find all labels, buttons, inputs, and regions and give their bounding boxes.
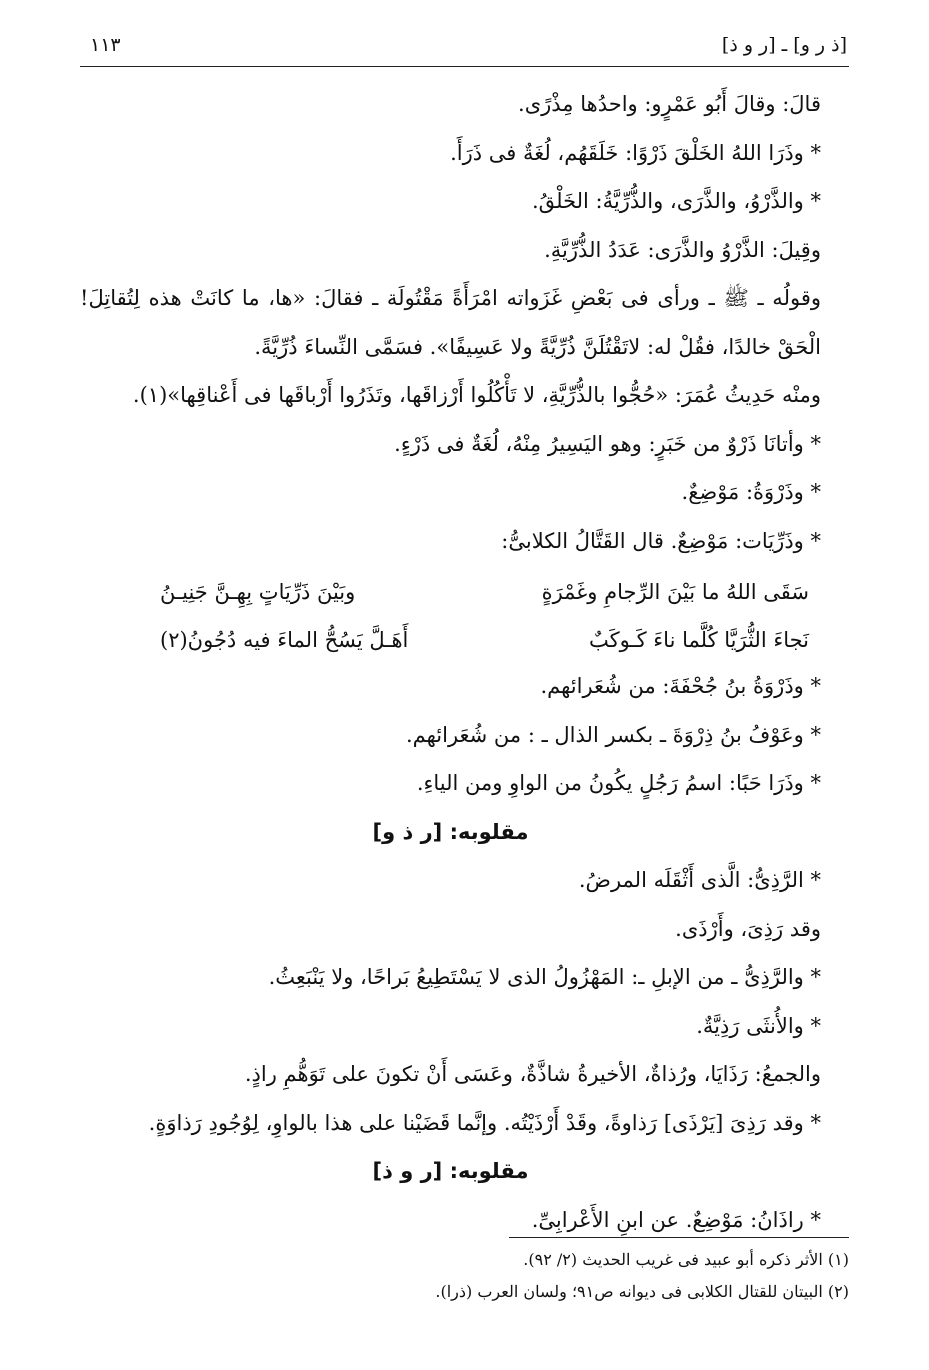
poem-verse <box>160 616 809 664</box>
text-line: وقد رَذِىَ، وأَرْذَى. <box>675 916 821 941</box>
page-header <box>90 28 847 62</box>
text-line: وقِيلَ: الذَّرْوُ والذَّرَى: عَدَدُ الذُّرِّيَّةِ. <box>544 237 821 262</box>
section-heading: مقلوبه: [ر و ذ] <box>372 1159 529 1183</box>
text-line: * وأتانَا ذَرْوٌ من خَبَرٍ: وهو اليَسِيرُ مِنْهُ، لُغَةٌ فى ذَرْءٍ. <box>394 431 821 456</box>
text-line: ومنْه حَدِيثُ عُمَرَ: «حُجُّوا بالذُّرِّيَّةِ، لا تَأْكُلُوا أَرْزاقَها، وتَذَرُوا أَرْباقَها فى أَعْناقِها»(١). <box>132 383 821 407</box>
hemistich-right: نَجاءَ الثُّرَيَّا كُلَّما ناءَ كَـوكَبٌ <box>589 628 809 652</box>
text-line: قالَ: وقالَ أَبُو عَمْرٍو: واحدُها مِذْرًى. <box>518 92 821 116</box>
text-line: * والأُنثَى رَذِيَّةٌ. <box>696 1013 821 1038</box>
text-line: * والرَّذِىُّ ـ من الإبلِ ـ: المَهْزُولُ الذى لا يَسْتَطِيعُ بَراحًا، ولا يَنْبَعِثُ. <box>268 965 821 989</box>
footnote: (١) الأثر ذكره أبو عبيد فى غريب الحديث (٢/ ٩٢). <box>523 1250 849 1269</box>
text-line: * وذَرِّيَات: مَوْضِعٌ. قال القَتَّالُ الكلابىُّ: <box>501 528 821 553</box>
text-line: * وقد رَذِىَ [يَرْذَى] رَذاوةً، وقَدْ أَرْذَيْتُه. وإنَّما قَضَيْنا على هذا بالواوِ، لِوُجُودِ رَذاوَةٍ. <box>148 1110 821 1135</box>
footnote: (٢) البيتان للقتال الكلابى فى ديوانه ص٩١؛ ولسان العرب (ذرا). <box>435 1282 849 1301</box>
header-rule <box>80 66 849 67</box>
hemistich-left: أَهَـلَّ يَسُحُّ الماءَ فيه دُجُونُ(٢) <box>160 628 409 652</box>
text-line: * وذَرْوَةُ بنُ جُحْفَةَ: من شُعَرائهم. <box>540 674 821 698</box>
text-line: * الرَّذِىُّ: الَّذى أَثْقَلَه المرضُ. <box>578 868 821 892</box>
poem-verse <box>160 568 809 616</box>
footnotes <box>80 1244 849 1308</box>
poem <box>160 568 809 664</box>
hemistich-right: سَقَى اللهُ ما بَيْنَ الرِّجامِ وغَمْرَةٍ <box>541 580 809 604</box>
text-line: وقولُه ـ ﷺ ـ ورأى فى بَعْضِ غَزَواته امْرَأَةً مَقْتُولَة ـ فقالَ: «ها، ما كانَتْ هذه لِتُقاتِلَ! <box>80 286 821 310</box>
section-heading: مقلوبه: [ر ذ و] <box>372 819 529 844</box>
text-line: * والذَّرْوُ، والذَّرَى، والذُّرِّيَّةُ: الخَلْقُ. <box>531 189 821 213</box>
text-line: * وعَوْفُ بنُ ذِرْوَةَ ـ بكسر الذال ـ : من شُعَرائهم. <box>405 722 821 747</box>
text-line: الْحَقْ خالدًا، فقُلْ له: لاتَقْتُلَنَّ ذُرِّيَّةً ولا عَسِيفًا». فسَمَّى النِّساءَ ذُرِّيَّةً. <box>254 334 821 359</box>
running-head: [ذ ر و] ـ [ر و ذ] <box>721 34 847 56</box>
text-line: * وذَرَا حَبًا: اسمُ رَجُلٍ يكُونُ من الواوِ ومن الياءِ. <box>416 771 821 795</box>
page-number: ١١٣ <box>90 34 121 56</box>
main-text <box>80 80 821 565</box>
text-line: * وذَرَا اللهُ الخَلْقَ ذَرْوًا: خَلَقَهُم، لُغَةٌ فى ذَرَأَ. <box>450 140 821 165</box>
hemistich-left: وبَيْنَ ذَرِّيَاتٍ بِهِـنَّ جَنِيـنُ <box>160 580 356 604</box>
text-line: والجمعُ: رَذَايَا، ورُذاةٌ، الأخيرةُ شاذَّةٌ، وعَسَى أَنْ تكونَ على تَوَهُّمِ راذٍ. <box>244 1062 821 1086</box>
main-text-continued <box>80 662 821 1244</box>
text-line: * راذَانُ: مَوْضِعٌ. عن ابنِ الأَعْرابِىِّ. <box>531 1207 821 1232</box>
footnote-rule <box>509 1237 849 1238</box>
text-line: * وذَرْوَةُ: مَوْضِعٌ. <box>681 480 821 504</box>
